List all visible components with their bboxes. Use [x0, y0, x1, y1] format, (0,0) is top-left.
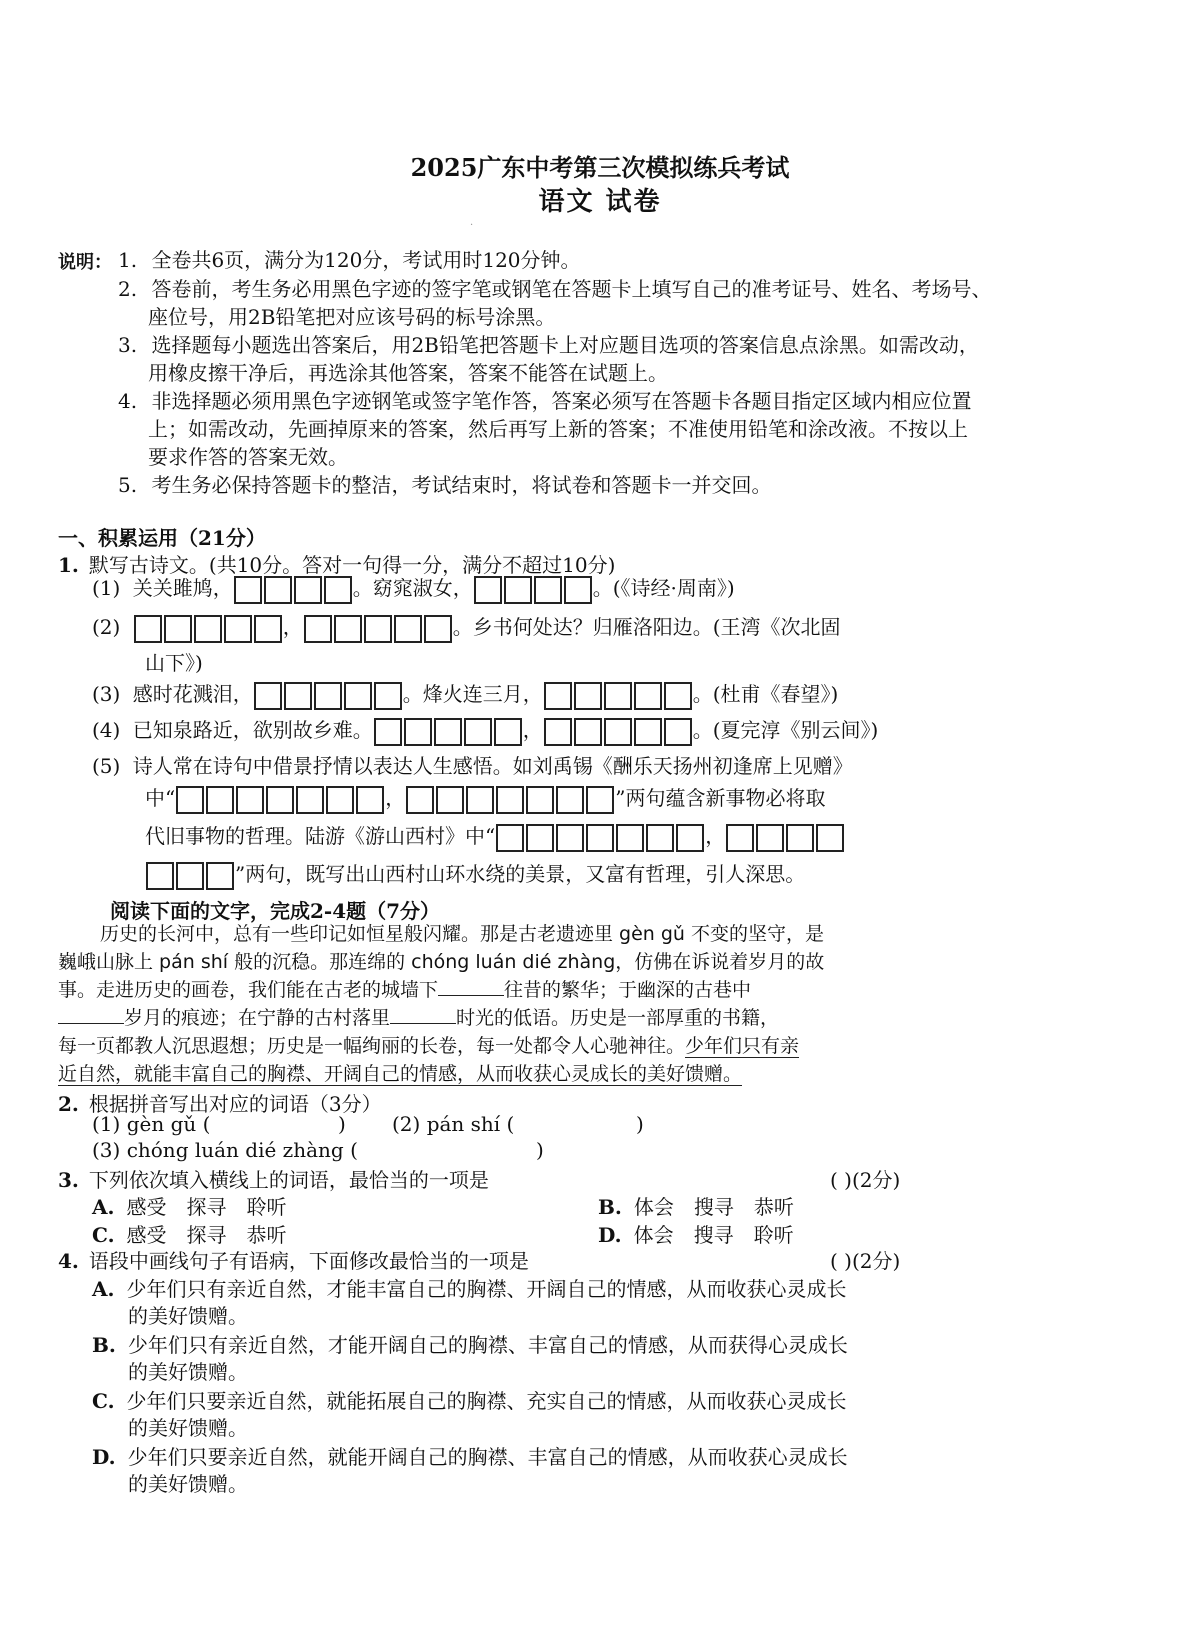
q3-score: ( )(2分): [830, 1168, 901, 1192]
q1-sub-3: [92, 678, 838, 710]
passage-text: 每一页都教人沉思遐想；历史是一幅绚丽的长卷，每一处都令人心驰神往。: [58, 1035, 686, 1057]
poem-source: 。(杜甫《春望》): [692, 682, 839, 706]
poem-text: 。乡书何处达？归雁洛阳边。(王湾《次北固: [452, 615, 841, 639]
sub-number: (4): [92, 718, 121, 742]
answer-boxes[interactable]: [405, 786, 615, 814]
question-number: 2.: [58, 1092, 79, 1116]
option-text: 感受 探寻 聆听: [126, 1195, 287, 1219]
pinyin-prompt: (2) pán shí (: [392, 1112, 515, 1136]
note-num: 5.: [118, 473, 138, 497]
option-letter: D.: [92, 1445, 116, 1469]
q4-option-c[interactable]: [92, 1385, 847, 1414]
passage-text: 时光的低语。历史是一部厚重的书籍，: [456, 1007, 780, 1029]
option-letter: B.: [598, 1195, 622, 1219]
answer-boxes[interactable]: [233, 576, 353, 604]
answer-boxes[interactable]: [373, 718, 523, 746]
poem-text: 关关雎鸠，: [132, 576, 233, 600]
note-2: [118, 275, 991, 303]
note-text: 考生务必保持答题卡的整洁，考试结束时，将试卷和答题卡一并交回。: [151, 473, 772, 497]
passage-line: [58, 1004, 988, 1032]
q2-item-3: [92, 1138, 358, 1162]
answer-boxes[interactable]: [473, 576, 593, 604]
poem-text: ，: [705, 824, 726, 848]
question-number: 4.: [58, 1249, 79, 1273]
option-text: 少年们只要亲近自然，就能开阔自己的胸襟、丰富自己的情感，从而收获心灵成长: [127, 1445, 848, 1469]
question-text: 下列依次填入横线上的词语，最恰当的一项是: [88, 1168, 489, 1192]
poem-text: 诗人常在诗句中借景抒情以表达人生感悟。如刘禹锡《酬乐天扬州初逢席上见赠》: [132, 754, 853, 778]
q1-sub-5-line3: [145, 820, 845, 852]
poem-text: 。窈窕淑女，: [352, 576, 473, 600]
q2-item-1: [92, 1112, 210, 1136]
answer-boxes[interactable]: [495, 824, 705, 852]
passage-line: [58, 976, 988, 1004]
q4-option-b[interactable]: [92, 1329, 848, 1358]
q4-option-d[interactable]: [92, 1441, 848, 1470]
exam-subtitle: 语文 试卷: [538, 187, 662, 217]
note-text: 选择题每小题选出答案后，用2B铅笔把答题卡上对应题目选项的答案信息点涂黑。如需改动，: [151, 333, 979, 357]
q1-sub-4: [92, 714, 878, 746]
question-3: [58, 1164, 489, 1193]
passage-line: [58, 1060, 988, 1088]
poem-source: 。(夏完淳《别云间》): [692, 718, 879, 742]
option-text: 少年们只要亲近自然，就能拓展自己的胸襟、充实自己的情感，从而收获心灵成长: [126, 1389, 847, 1413]
answer-boxes[interactable]: [175, 786, 385, 814]
q4-score: ( )(2分): [830, 1249, 901, 1273]
q4-option-d-cont: 的美好馈赠。: [128, 1472, 248, 1496]
q1-sub-1: [92, 572, 735, 604]
poem-text: ”两句蕴含新事物必将取: [615, 786, 826, 810]
note-4-cont: 上；如需改动，先画掉原来的答案，然后再写上新的答案；不准使用铅笔和涂改液。不按以上: [148, 417, 968, 441]
option-letter: C.: [92, 1389, 115, 1413]
answer-boxes[interactable]: [253, 682, 403, 710]
poem-text: ”两句，既写出山西村山环水绕的美景，又富有哲理，引人深思。: [235, 862, 806, 886]
note-num: 2.: [118, 277, 138, 301]
exam-title: 2025广东中考第三次模拟练兵考试: [410, 153, 790, 182]
q1-sub-2: [92, 611, 841, 643]
passage-line: [58, 1032, 988, 1060]
note-3-cont: 用橡皮擦干净后，再选涂其他答案，答案不能答在试题上。: [148, 361, 668, 385]
poem-source: 。(《诗经·周南》): [592, 576, 735, 600]
answer-boxes[interactable]: [303, 615, 453, 643]
q1-sub-5-line4: [145, 858, 805, 890]
notes-label: 说明：: [58, 252, 112, 273]
q2-item-2-end: ): [636, 1112, 644, 1136]
pinyin-prompt: (1) gèn gǔ (: [92, 1112, 211, 1136]
option-text: 体会 搜寻 恭听: [633, 1195, 794, 1219]
note-num: 1.: [118, 248, 138, 272]
answer-boxes[interactable]: [543, 682, 693, 710]
q4-option-c-cont: 的美好馈赠。: [128, 1416, 248, 1440]
passage-text: 岁月的痕迹；在宁静的古村落里: [124, 1007, 391, 1029]
passage-line: 历史的长河中，总有一些印记如恒星般闪耀。那是古老遗迹里 gèn gǔ 不变的坚守，是: [100, 923, 825, 945]
option-letter: C.: [92, 1223, 115, 1247]
poem-text: 代旧事物的哲理。陆游《游山西村》中“: [145, 824, 496, 848]
fill-blank[interactable]: [438, 977, 504, 996]
note-3: [118, 331, 979, 359]
pinyin-prompt: (3) chóng luán dié zhàng (: [92, 1138, 358, 1162]
poem-text: 。烽火连三月，: [402, 682, 543, 706]
q4-option-a[interactable]: [92, 1273, 846, 1302]
sub-number: (3): [92, 682, 121, 706]
reading-title: 阅读下面的文字，完成2-4题（7分）: [110, 899, 441, 923]
option-letter: A.: [92, 1195, 115, 1219]
q1-sub-5: [92, 750, 853, 779]
underlined-sentence: 近自然，就能丰富自己的胸襟、开阔自己的情感，从而收获心灵成长的美好馈赠。: [58, 1063, 743, 1085]
answer-boxes[interactable]: [145, 862, 235, 890]
underlined-sentence: 少年们只有亲: [685, 1035, 800, 1057]
poem-text: ，: [522, 718, 543, 742]
question-4: [58, 1245, 529, 1274]
poem-text: 中“: [145, 786, 176, 810]
passage-line: 巍峨山脉上 pán shí 般的沉稳。那连绵的 chóng luán dié zhàng，仿佛在诉说着岁月的故: [58, 951, 825, 973]
answer-boxes[interactable]: [543, 718, 693, 746]
option-letter: D.: [598, 1223, 622, 1247]
q2-item-2: [392, 1112, 514, 1136]
note-1: [118, 246, 581, 274]
note-text: 非选择题必须用黑色字迹钢笔或签字笔作答，答案必须写在答题卡各题目指定区域内相应位置: [151, 389, 972, 413]
option-letter: B.: [92, 1333, 116, 1357]
q3-option-a[interactable]: [92, 1191, 286, 1220]
option-text: 少年们只有亲近自然，才能丰富自己的胸襟、开阔自己的情感，从而收获心灵成长: [126, 1277, 847, 1301]
question-text: 根据拼音写出对应的词语（3分）: [88, 1092, 382, 1116]
q1-sub-2-cont: 山下》): [145, 651, 203, 675]
option-text: 体会 搜寻 聆听: [633, 1223, 794, 1247]
q4-option-b-cont: 的美好馈赠。: [128, 1360, 248, 1384]
note-text: 全卷共6页，满分为120分，考试用时120分钟。: [151, 248, 581, 272]
passage-text: 事。走进历史的画卷，我们能在古老的城墙下: [58, 979, 439, 1001]
q3-option-c[interactable]: [92, 1219, 287, 1248]
decorative-dot: ·: [470, 220, 474, 231]
poem-text: 已知泉路近，欲别故乡难。: [132, 718, 373, 742]
option-letter: A.: [92, 1277, 115, 1301]
fill-blank[interactable]: [58, 1005, 124, 1024]
sub-number: (1): [92, 576, 121, 600]
section-heading: 一、积累运用（21分）: [58, 526, 266, 550]
poem-text: ，: [282, 615, 303, 639]
option-text: 少年们只有亲近自然，才能开阔自己的胸襟、丰富自己的情感，从而获得心灵成长: [127, 1333, 848, 1357]
note-4: [118, 387, 971, 415]
sub-number: (2): [92, 615, 121, 639]
q2-item-1-end: ): [338, 1112, 346, 1136]
question-text: 默写古诗文。(共10分。答对一句得一分，满分不超过10分): [88, 553, 616, 577]
option-text: 感受 探寻 恭听: [126, 1223, 287, 1247]
answer-boxes[interactable]: [725, 824, 845, 852]
q1-sub-5-line2: [145, 782, 825, 814]
question-text: 语段中画线句子有语病，下面修改最恰当的一项是: [88, 1249, 529, 1273]
note-num: 4.: [118, 389, 138, 413]
passage-text: 往昔的繁华；于幽深的古巷中: [504, 979, 752, 1001]
sub-number: (5): [92, 754, 121, 778]
note-text: 答卷前，考生务必用黑色字迹的签字笔或钢笔在答题卡上填写自己的准考证号、姓名、考场号、: [151, 277, 992, 301]
poem-text: 感时花溅泪，: [132, 682, 253, 706]
q2-item-3-end: ): [536, 1138, 544, 1162]
q3-option-d[interactable]: [598, 1219, 794, 1248]
fill-blank[interactable]: [390, 1005, 456, 1024]
note-5: [118, 471, 771, 499]
answer-boxes[interactable]: [133, 615, 283, 643]
q4-option-a-cont: 的美好馈赠。: [128, 1304, 248, 1328]
question-number: 3.: [58, 1168, 79, 1192]
note-4-cont2: 要求作答的答案无效。: [148, 445, 348, 469]
poem-text: ，: [385, 786, 406, 810]
question-number: 1.: [58, 553, 79, 577]
note-num: 3.: [118, 333, 138, 357]
q3-option-b[interactable]: [598, 1191, 794, 1220]
note-2-cont: 座位号，用2B铅笔把对应该号码的标号涂黑。: [148, 305, 556, 329]
